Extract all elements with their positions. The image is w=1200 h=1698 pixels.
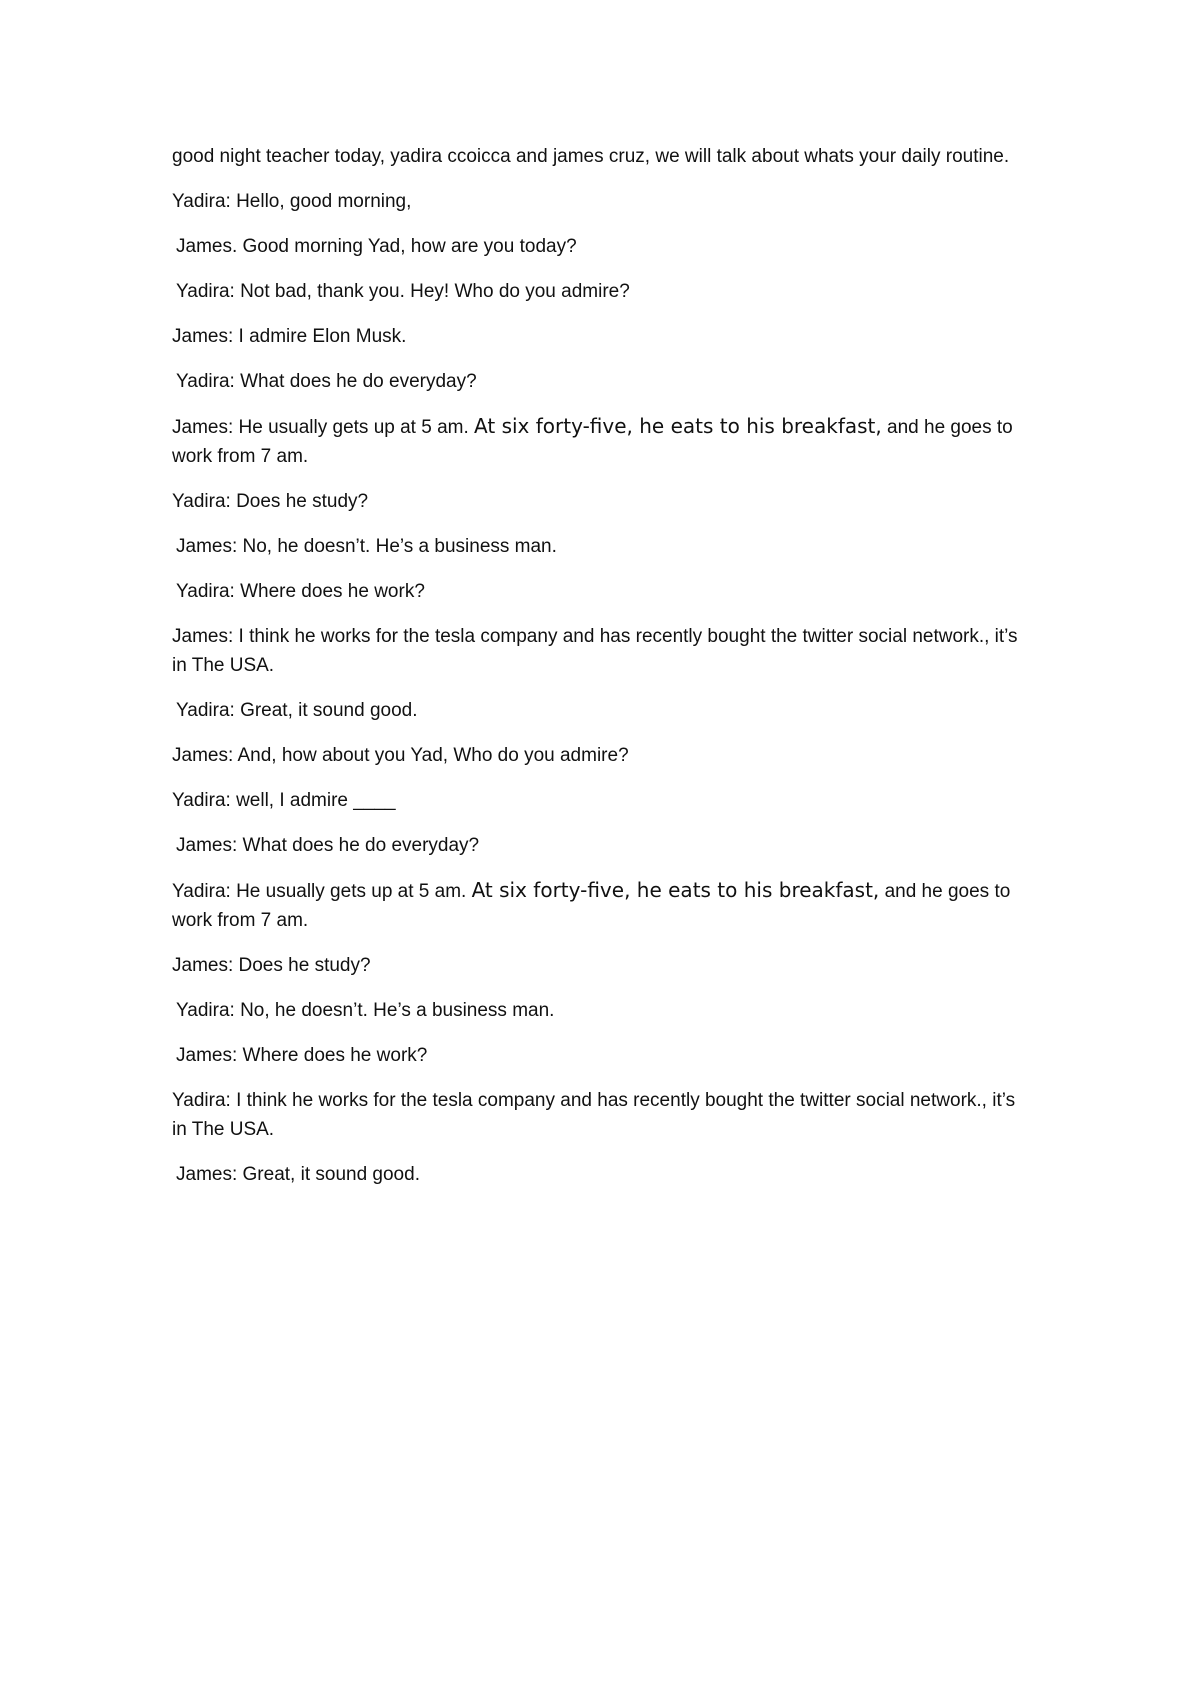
- intro-paragraph: good night teacher today, yadira ccoicca and james cruz, we will talk about whats your daily routine.: [172, 146, 1010, 167]
- dialogue-line: James: And, how about you Yad, Who do you admire?: [172, 745, 629, 766]
- dialogue-line: James: Where does he work?: [176, 1045, 428, 1066]
- dialogue-line-routine-yadira: [172, 876, 1032, 935]
- routine-text: James: He usually gets up at 5 am.: [172, 417, 475, 438]
- dialogue-line: James: I admire Elon Musk.: [172, 326, 407, 347]
- document-body: [172, 142, 1032, 1205]
- dialogue-line: James: I think he works for the tesla company and has recently bought the twitter social network., it’s in The USA.: [172, 626, 1023, 676]
- dialogue-line: Yadira: Great, it sound good.: [176, 700, 418, 721]
- dialogue-line: Yadira: What does he do everyday?: [176, 371, 477, 392]
- routine-text: and he goes to work from 7 am.: [172, 417, 1019, 467]
- dialogue-line: Yadira: No, he doesn’t. He’s a business man.: [176, 1000, 555, 1021]
- routine-text: Yadira: He usually gets up at 5 am.: [172, 881, 472, 902]
- routine-highlight-text: At six forty-five, he eats to his breakfast,: [471, 878, 880, 902]
- dialogue-line: James: What does he do everyday?: [176, 835, 480, 856]
- dialogue-line-routine-james: [172, 412, 1032, 471]
- dialogue-line: James: Does he study?: [172, 955, 371, 976]
- dialogue-line: Yadira: Hello, good morning,: [172, 191, 412, 212]
- dialogue-line: Yadira: Does he study?: [172, 491, 369, 512]
- dialogue-line: Yadira: Not bad, thank you. Hey! Who do you admire?: [176, 281, 630, 302]
- dialogue-line: James: No, he doesn’t. He’s a business man.: [176, 536, 557, 557]
- routine-highlight-text: At six forty-five, he eats to his breakfast,: [474, 414, 882, 438]
- dialogue-line: Yadira: Where does he work?: [176, 581, 425, 602]
- dialogue-line: James: Great, it sound good.: [176, 1164, 420, 1185]
- dialogue-line: James. Good morning Yad, how are you today?: [176, 236, 577, 257]
- dialogue-line: Yadira: well, I admire ____: [172, 790, 396, 811]
- routine-text: and he goes to work from 7 am.: [172, 881, 1016, 931]
- dialogue-line: Yadira: I think he works for the tesla company and has recently bought the twitter social network., it’s in The USA.: [172, 1090, 1021, 1140]
